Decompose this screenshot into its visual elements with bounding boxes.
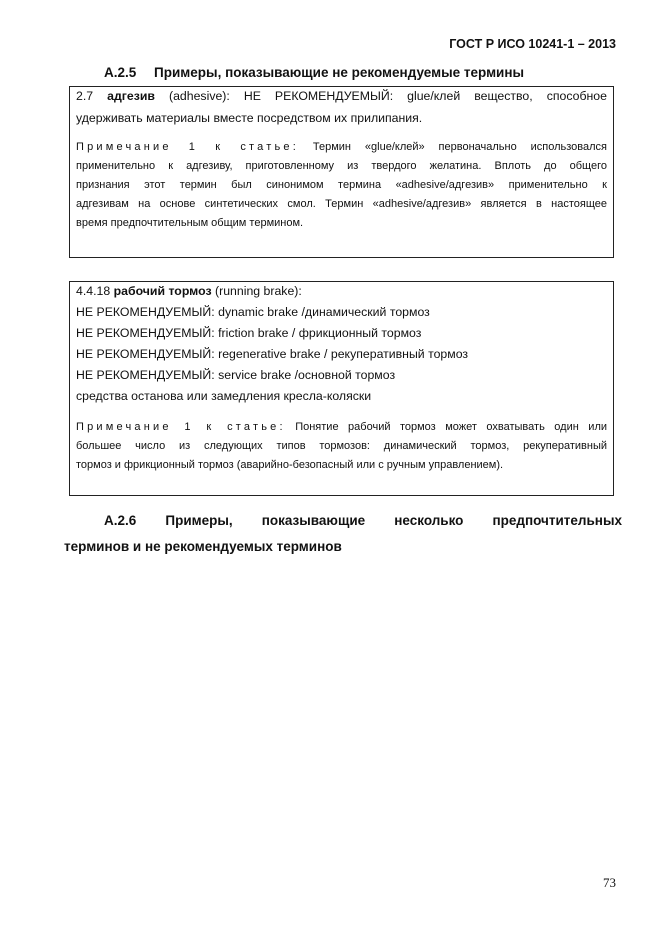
section-title: Примеры, показывающие не рекомендуемые термины (154, 65, 525, 80)
section-title-continuation: терминов и не рекомендуемых терминов (64, 539, 342, 554)
deprecated-term-line: НЕ РЕКОМЕНДУЕМЫЙ: dynamic brake /динамический тормоз (76, 305, 430, 319)
entry-definition-start: (adhesive): НЕ РЕКОМЕНДУЕМЫЙ: glue/клей вещество, способное (168, 89, 607, 103)
note-label: Примечание 1 к статье: (76, 421, 286, 433)
entry-term-english: (running brake): (215, 284, 302, 298)
entry-first-line (76, 284, 607, 298)
page-number: 73 (603, 875, 616, 890)
section-number: А.2.6 (104, 513, 137, 528)
note-line: адгезивам на основе синтетических смол. Термин «adhesive/адгезив» является в настоящее (76, 198, 607, 210)
note-line: большее число из следующих типов тормозов: динамический тормоз, рекуперативный (76, 440, 607, 452)
term-entry-adhesive (69, 86, 614, 258)
entry-first-line (76, 89, 607, 103)
note-line: Примечание 1 к статье: Понятие рабочий тормоз может охватывать один или (76, 421, 608, 433)
entry-note (76, 421, 607, 471)
section-number: А.2.5 (104, 65, 137, 80)
deprecated-term-line: НЕ РЕКОМЕНДУЕМЫЙ: service brake /основной тормоз (76, 368, 396, 382)
deprecated-term-line: НЕ РЕКОМЕНДУЕМЫЙ: friction brake / фрикционный тормоз (76, 326, 422, 340)
note-line: время предпочтительным общим термином. (76, 217, 304, 229)
note-line: тормоз и фрикционный тормоз (аварийно-безопасный или с ручным управлением). (76, 459, 504, 471)
section-heading-a26 (104, 513, 622, 528)
note-line: признания этот термин был синонимом термина «adhesive/адгезив» применительно к (76, 179, 607, 191)
section-heading-a25 (104, 65, 524, 80)
note-line: Примечание 1 к статье: Термин «glue/клей» первоначально использовался (76, 141, 607, 153)
entry-definition-line: удерживать материалы вместе посредством их прилипания. (76, 111, 423, 125)
entry-term: рабочий тормоз (113, 284, 212, 298)
entry-number: 4.4.18 (76, 284, 111, 298)
document-header: ГОСТ Р ИСО 10241-1 – 2013 (449, 37, 616, 51)
entry-definition-line: средства останова или замедления кресла-коляски (76, 389, 372, 403)
term-entry-running-brake (69, 281, 614, 496)
note-line: применительно к адгезиву, приготовленному из твердого желатина. Вплоть до общего (76, 160, 607, 172)
note-label: Примечание 1 к статье: (76, 141, 299, 153)
entry-note (76, 141, 607, 229)
deprecated-term-line: НЕ РЕКОМЕНДУЕМЫЙ: regenerative brake / рекуперативный тормоз (76, 347, 469, 361)
entry-number: 2.7 (76, 89, 94, 103)
entry-term: адгезив (107, 89, 155, 103)
section-title: Примеры, показывающие несколько предпочтительных (165, 513, 622, 528)
